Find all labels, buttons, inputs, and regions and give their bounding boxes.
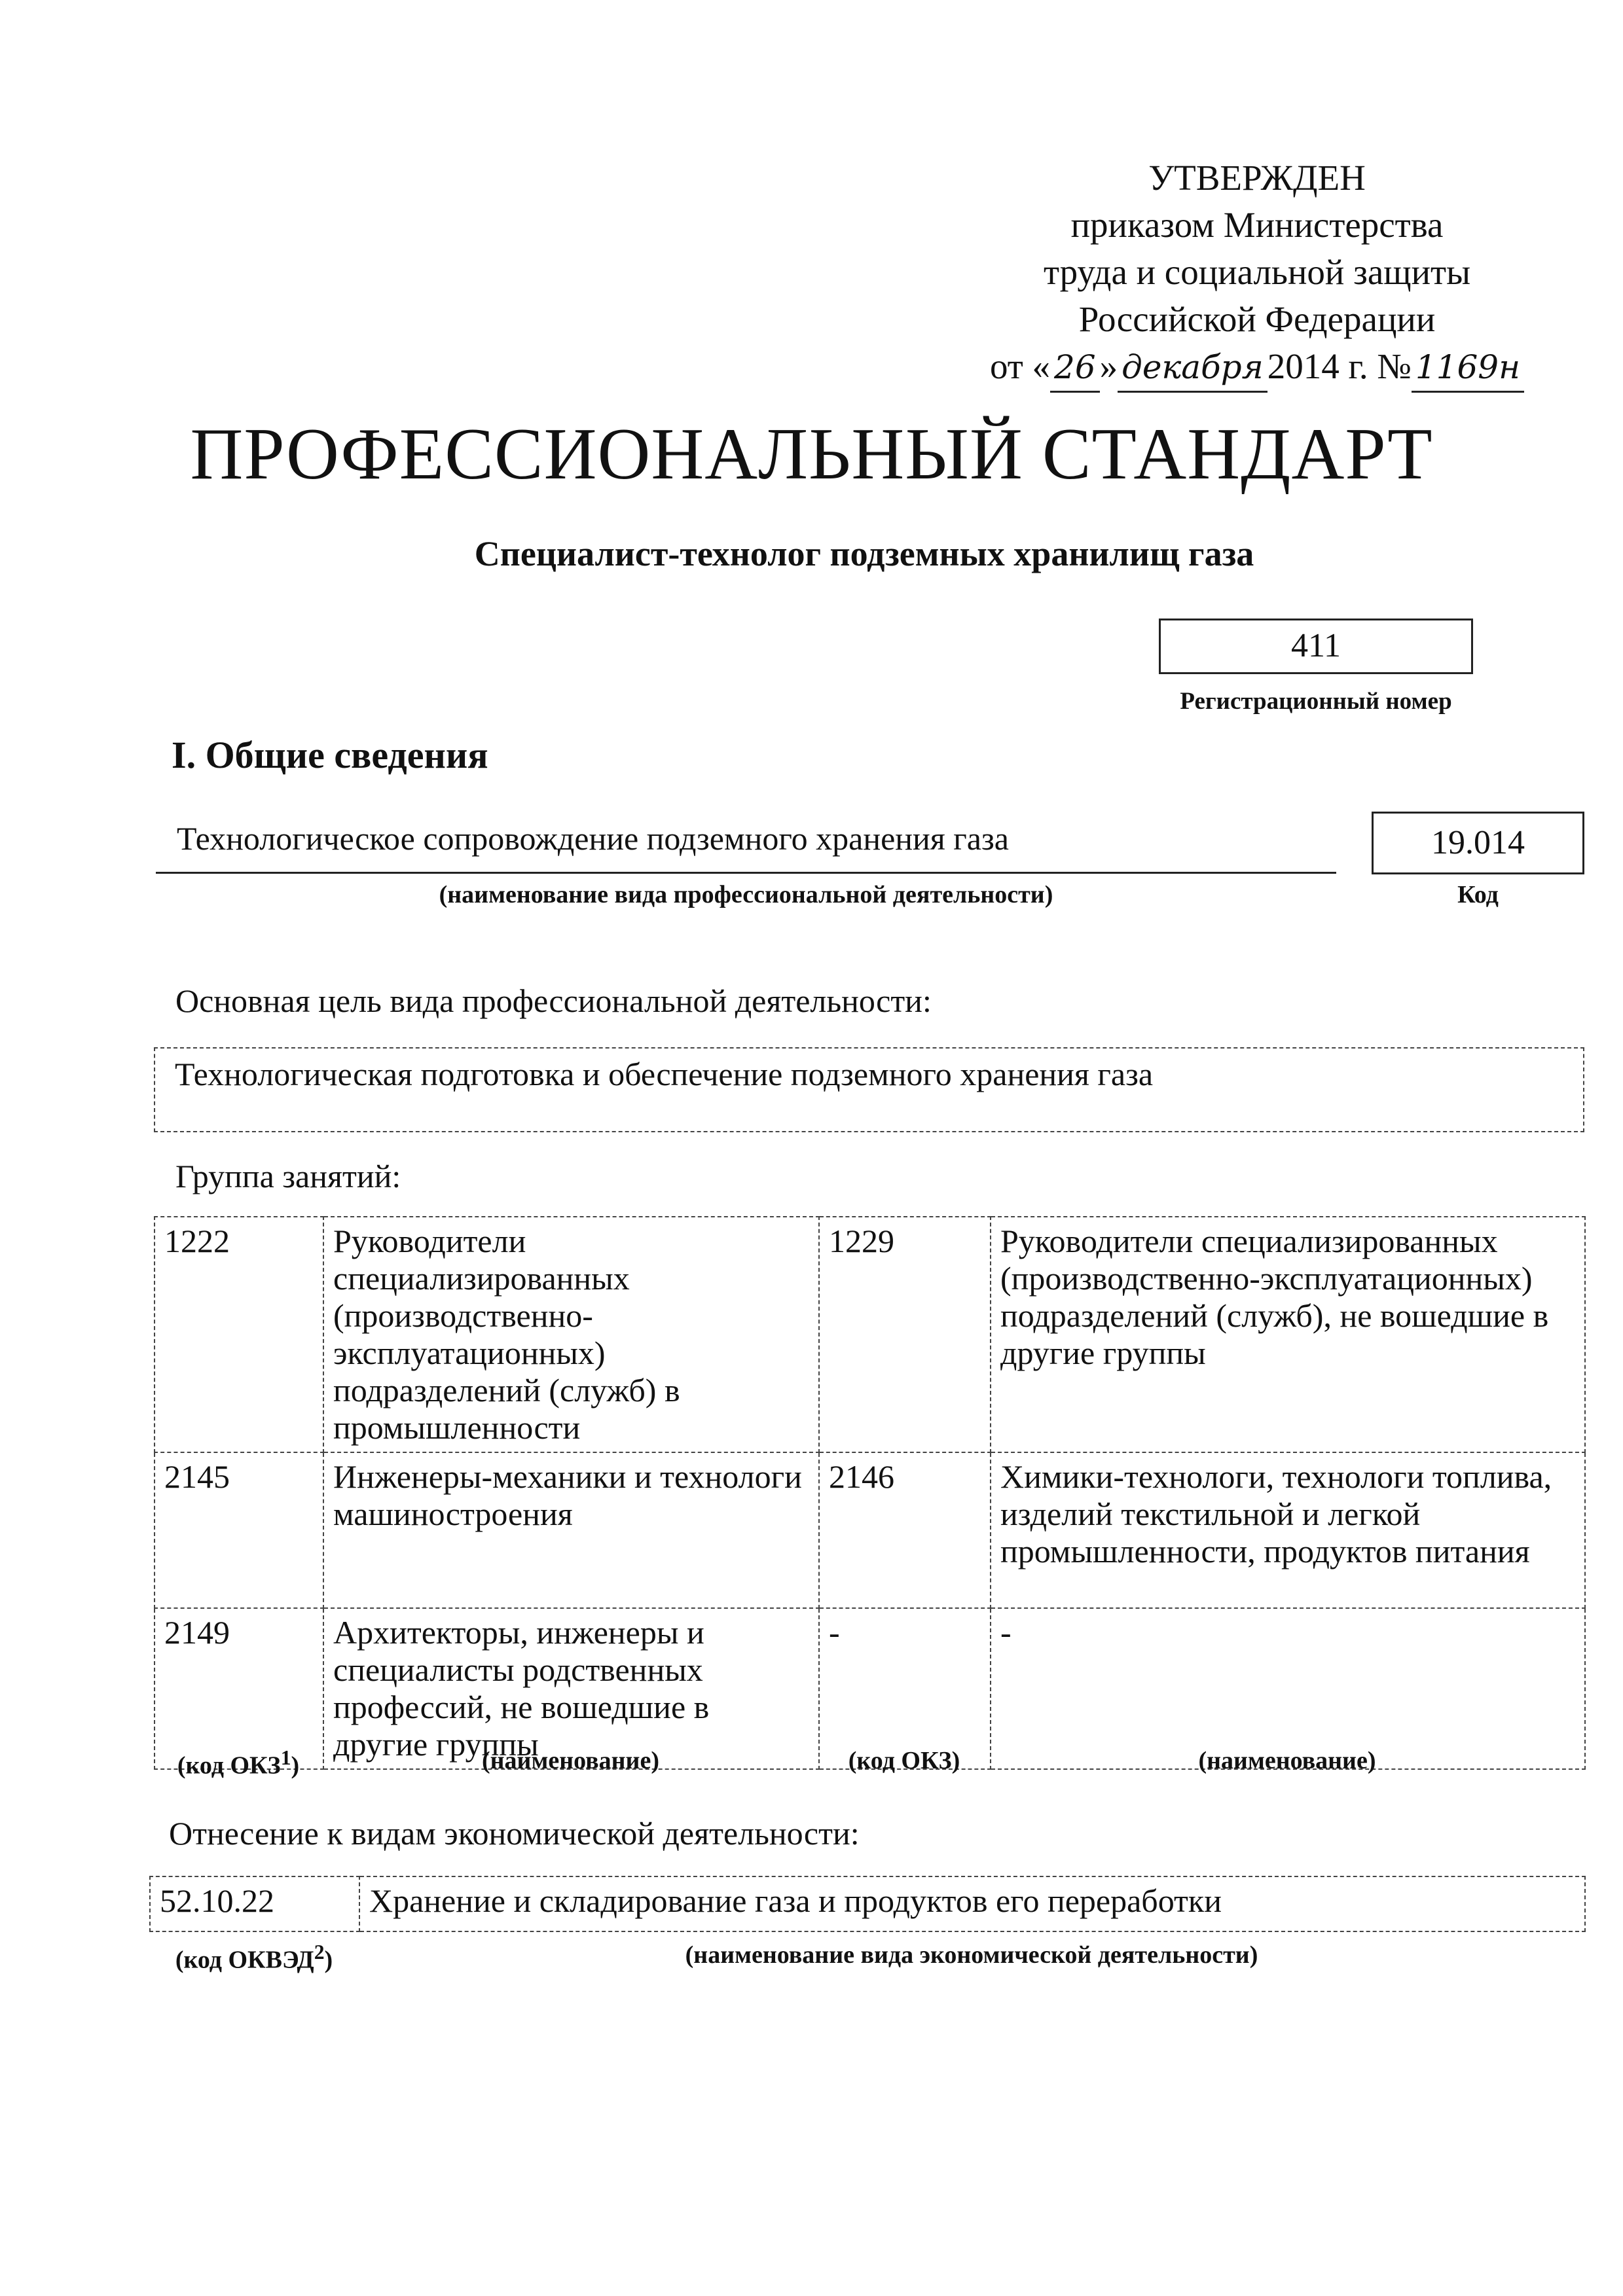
document-subtitle: Специалист-технолог подземных хранилищ газа	[474, 534, 1254, 573]
date-mid: »	[1099, 346, 1118, 386]
approval-block	[962, 154, 1552, 393]
activity-name: Технологическое сопровождение подземного хранения газа	[177, 820, 1009, 857]
registration-number-label: Регистрационный номер	[1180, 688, 1452, 715]
activity-caption: (наименование вида профессиональной деятельности)	[439, 881, 1053, 908]
handwritten-day: 26	[1050, 344, 1100, 393]
approval-date-line	[962, 343, 1552, 393]
activity-code-box: 19.014	[1372, 812, 1584, 874]
activity-code-label: Код	[1457, 881, 1499, 908]
okz-code-cell: 2149	[155, 1608, 323, 1769]
okz-name-cell: Химики-технологи, технологи топлива, изделий текстильной и легкой промышленности, продуктов питания	[991, 1452, 1585, 1608]
section-title: I. Общие сведения	[172, 734, 488, 776]
okz-code-cell: -	[819, 1608, 991, 1769]
economic-activity-heading: Отнесение к видам экономической деятельности:	[169, 1815, 860, 1852]
okved-code-caption: (код ОКВЭД$^2$)	[175, 1941, 333, 1974]
table-row	[155, 1452, 1585, 1608]
approval-heading: УТВЕРЖДЕН	[1148, 158, 1366, 198]
okz-name-cell: -	[991, 1608, 1585, 1769]
table-row	[150, 1876, 1585, 1931]
approval-line: труда и социальной защиты	[1043, 252, 1471, 292]
approval-line: приказом Министерства	[1070, 205, 1444, 245]
date-year: 2014 г. №	[1267, 346, 1412, 386]
okz-name-caption: (наименование)	[482, 1747, 659, 1774]
economic-activity-table	[149, 1876, 1586, 1932]
purpose-text: Технологическая подготовка и обеспечение подземного хранения газа	[175, 1056, 1154, 1092]
okz-name-cell: Руководители специализированных (производственно-эксплуатационных) подразделений (служб) в промышленности	[323, 1217, 819, 1452]
document-title: ПРОФЕССИОНАЛЬНЫЙ СТАНДАРТ	[190, 414, 1433, 495]
purpose-heading: Основная цель вида профессиональной деятельности:	[175, 982, 932, 1019]
okved-name-cell: Хранение и складирование газа и продуктов его переработки	[359, 1876, 1585, 1931]
purpose-box	[154, 1047, 1584, 1132]
occupation-group-table	[154, 1216, 1586, 1770]
okved-name-caption: (наименование вида экономической деятельности)	[685, 1941, 1258, 1969]
okz-name-caption: (наименование)	[1198, 1747, 1376, 1774]
okz-code-caption: (код ОКЗ$^1$)	[177, 1746, 300, 1780]
date-prefix: от «	[989, 346, 1051, 386]
okved-code-cell: 52.10.22	[150, 1876, 359, 1931]
table-row	[155, 1217, 1585, 1452]
footnote-marker: 2	[314, 1941, 325, 1964]
okz-code-cell: 1229	[819, 1217, 991, 1452]
okz-name-cell: Руководители специализированных (производственно-эксплуатационных) подразделений (служб), не вошедшие в другие группы	[991, 1217, 1585, 1452]
occupation-group-heading: Группа занятий:	[175, 1158, 401, 1194]
okz-code-caption: (код ОКЗ)	[848, 1747, 960, 1774]
registration-number-box: 411	[1159, 619, 1473, 674]
handwritten-month: декабря	[1118, 344, 1267, 393]
okz-name-cell: Архитекторы, инженеры и специалисты родственных профессий, не вошедшие в другие группы	[323, 1608, 819, 1769]
table-row	[155, 1608, 1585, 1769]
handwritten-order-number: 1169н	[1412, 344, 1524, 393]
okz-code-cell: 2146	[819, 1452, 991, 1608]
footnote-marker: 1	[280, 1746, 291, 1769]
okz-name-cell: Инженеры-механики и технологи машиностроения	[323, 1452, 819, 1608]
activity-underline	[156, 872, 1336, 874]
okz-code-cell: 2145	[155, 1452, 323, 1608]
approval-line: Российской Федерации	[1078, 299, 1436, 339]
okz-code-cell: 1222	[155, 1217, 323, 1452]
